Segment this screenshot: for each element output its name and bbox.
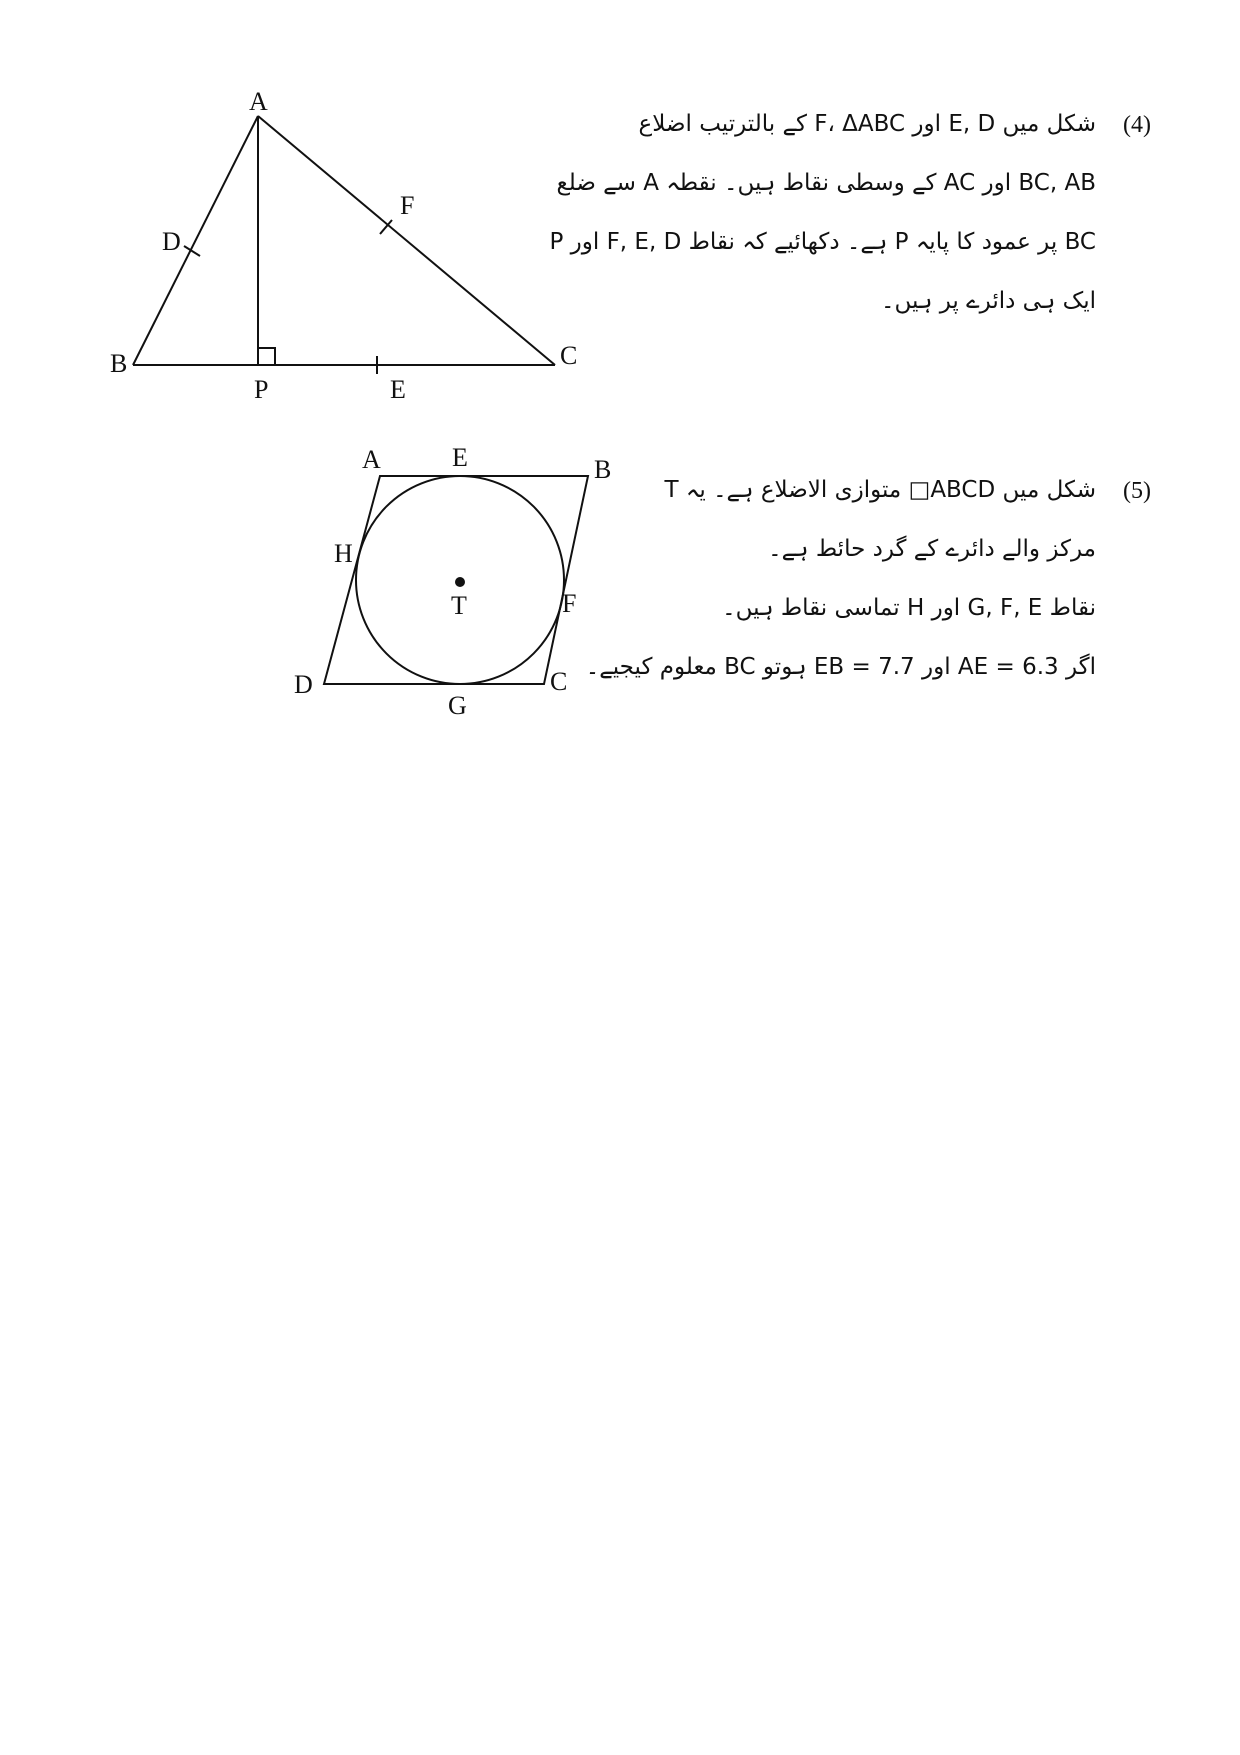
question-line: BC, AB اور AC کے وسطی نقاط ہیں۔ نقطہ A سے ضلع (556, 170, 1096, 196)
side-ac (258, 116, 555, 365)
label-e: E (390, 375, 406, 404)
label-e: E (452, 443, 468, 472)
triangle-figure (0, 0, 620, 420)
label-b: B (110, 349, 128, 378)
centre-point-t (455, 577, 465, 587)
label-b: B (594, 455, 612, 484)
question-line: شکل میں ABCD□ متوازی الاضلاع ہے۔ یہ T (664, 477, 1096, 503)
question-line: مرکز والے دائرے کے گرد حائط ہے۔ (768, 536, 1096, 562)
label-c: C (550, 667, 568, 696)
side-ab (133, 116, 258, 365)
label-p: P (254, 375, 269, 404)
question-line: شکل میں E, D اور F، ΔABC کے بالترتیب اضلاع (638, 111, 1096, 137)
label-g: G (448, 691, 467, 720)
label-d: D (294, 670, 313, 699)
label-d: D (162, 227, 181, 256)
label-a: A (249, 87, 268, 116)
question-line: نقاط G, F, E اور H تماسی نقاط ہیں۔ (722, 595, 1096, 621)
question-line: BC پر عمود کا پایہ P ہے۔ دکھائیے کہ نقاط F, E, D اور P (549, 229, 1096, 255)
label-f: F (562, 589, 577, 618)
question-line: ایک ہی دائرے پر ہیں۔ (881, 288, 1096, 314)
question-number: (5) (1123, 478, 1151, 504)
label-t: T (451, 591, 467, 620)
label-f: F (400, 191, 415, 220)
question-line: اگر AE = 6.3 اور EB = 7.7 ہوتو BC معلوم کیجیے۔ (585, 654, 1096, 680)
right-angle-mark (258, 348, 275, 365)
question-text (549, 95, 1096, 331)
label-h: H (334, 539, 353, 568)
question-text (585, 461, 1096, 697)
label-a: A (362, 445, 381, 474)
label-c: C (560, 341, 578, 370)
question-number: (4) (1123, 112, 1151, 138)
